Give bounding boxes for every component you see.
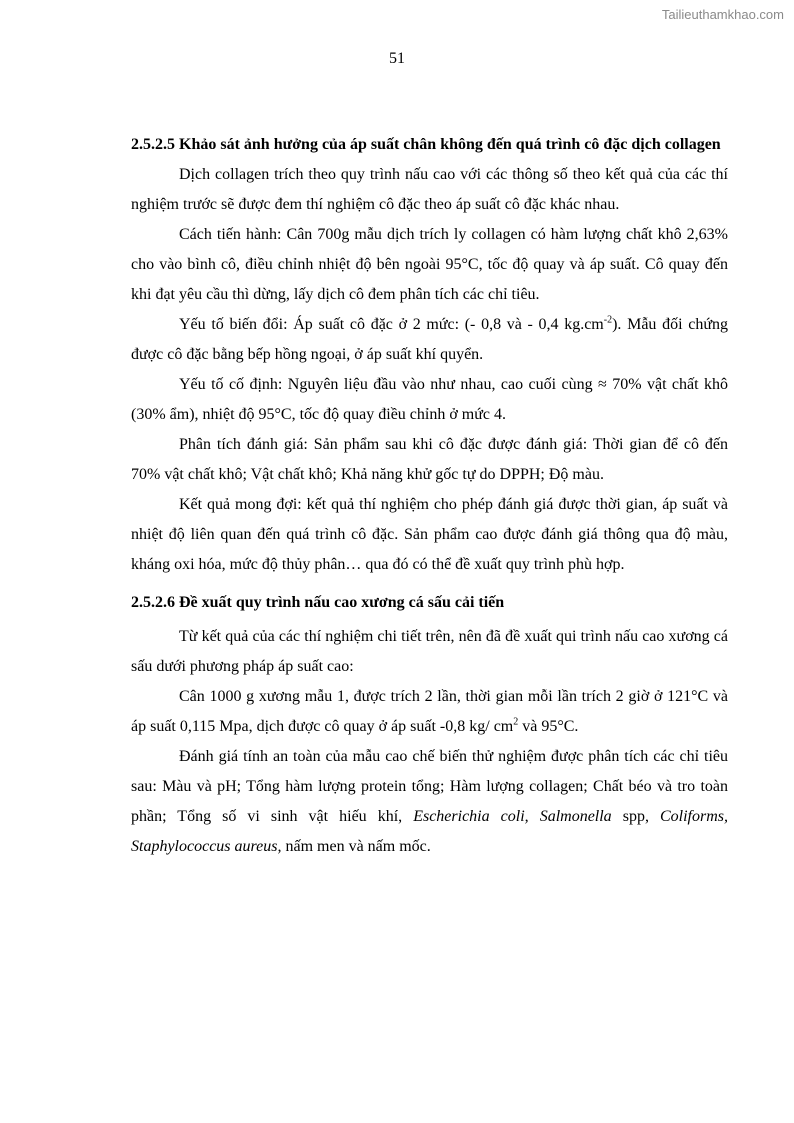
superscript: -2 — [603, 314, 613, 326]
document-body — [131, 130, 728, 862]
text-run: Yếu tố biến đổi: Áp suất cô đặc ở 2 mức: (- 0,8 và - 0,4 kg.cm — [179, 316, 604, 333]
italic-species: Escherichia coli, Salmonella — [413, 808, 612, 825]
paragraph: Dịch collagen trích theo quy trình nấu cao với các thông số theo kết quả của các thí nghiệm trước sẽ được đem thí nghiệm cô đặc theo áp suất cô đặc khác nhau. — [131, 166, 728, 213]
superscript: 2 — [513, 716, 519, 728]
page-number: 51 — [389, 50, 405, 67]
paragraph: Từ kết quả của các thí nghiệm chi tiết trên, nên đã đề xuất qui trình nấu cao xương cá sấu dưới phương pháp áp suất cao: — [131, 628, 728, 675]
paragraph: Cách tiến hành: Cân 700g mẫu dịch trích ly collagen có hàm lượng chất khô 2,63% cho vào bình cô, điều chỉnh nhiệt độ bên ngoài 95°C, tốc độ quay và áp suất. Cô quay đến khi đạt yêu cầu thì dừng, lấy dịch cô đem phân tích các chỉ tiêu. — [131, 226, 728, 303]
text-run: Cân 1000 g xương mẫu 1, được trích 2 lần, thời gian mỗi lần trích 2 giờ ở 121°C và áp suất 0,115 Mpa, dịch được cô quay ở áp suất -0,8 kg/ cm — [131, 688, 728, 735]
text-run: Đánh giá tính an toàn của mẫu cao chế biến thử nghiệm được phân tích các chỉ tiêu sau: Màu và pH; Tổng hàm lượng protein tổng; Hàm lượng collagen; Chất béo và tro toàn phần; Tổng số vi sinh vật hiếu khí, — [131, 748, 728, 825]
paragraph — [131, 310, 728, 370]
paragraph: Kết quả mong đợi: kết quả thí nghiệm cho phép đánh giá được thời gian, áp suất và nhiệt độ liên quan đến quá trình cô đặc. Sản phẩm cao được đánh giá thông qua độ màu, kháng oxi hóa, mức độ thủy phân… qua đó có thể đề xuất quy trình phù hợp. — [131, 496, 728, 573]
italic-species: Coliforms, Staphylococcus aureus, — [131, 808, 728, 855]
paragraph: Phân tích đánh giá: Sản phẩm sau khi cô đặc được đánh giá: Thời gian để cô đến 70% vật chất khô; Vật chất khô; Khả năng khử gốc tự do DPPH; Độ màu. — [131, 436, 728, 483]
text-run: nấm men và nấm mốc. — [281, 838, 431, 855]
section-heading-2-5-2-5: 2.5.2.5 Khảo sát ảnh hưởng của áp suất chân không đến quá trình cô đặc dịch collagen — [131, 136, 721, 153]
text-run: spp, — [611, 808, 660, 825]
paragraph — [131, 682, 728, 742]
section-heading-2-5-2-6: 2.5.2.6 Đề xuất quy trình nấu cao xương cá sấu cải tiến — [131, 594, 505, 611]
watermark-text: Tailieuthamkhao.com — [661, 7, 784, 22]
paragraph: Yếu tố cố định: Nguyên liệu đầu vào như nhau, cao cuối cùng ≈ 70% vật chất khô (30% ẩm), nhiệt độ 95°C, tốc độ quay điều chỉnh ở mức 4. — [131, 376, 728, 423]
text-run: ). Mẫu đối chứng được cô đặc bằng bếp hồng ngoại, ở áp suất khí quyển. — [131, 316, 728, 363]
paragraph — [131, 742, 728, 862]
text-run: và 95°C. — [518, 718, 579, 735]
